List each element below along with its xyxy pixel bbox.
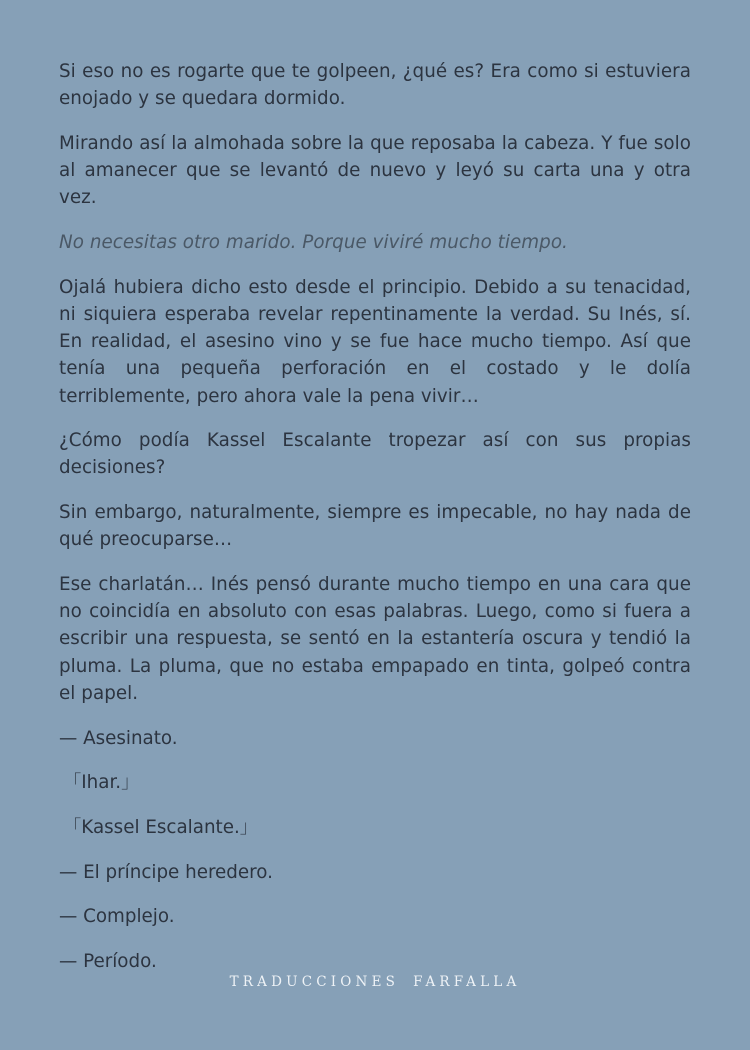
- dialog-line: — El príncipe heredero.: [59, 861, 273, 883]
- paragraph: Sin embargo, naturalmente, siempre es impecable, no hay nada de qué preocuparse…: [59, 502, 691, 551]
- paragraph: ¿Cómo podía Kassel Escalante tropezar así con sus propias decisiones?: [59, 430, 691, 479]
- paragraph: Si eso no es rogarte que te golpeen, ¿qué es? Era como si estuviera enojado y se quedara dormido.: [59, 61, 691, 110]
- dialog-line: — Período.: [59, 951, 157, 973]
- dialog-line: 「Kassel Escalante.」: [63, 816, 259, 838]
- footer-credit: [0, 974, 750, 990]
- paragraph: Ojalá hubiera dicho esto desde el principio. Debido a su tenacidad, ni siquiera esperaba revelar repentinamente la verdad. Su Inés, sí. En realidad, el asesino vino y se fue hace mucho tiempo. Así que tenía una pequeña perforación en el costado y le dolía terriblemente, pero ahora vale la pena vivir…: [59, 276, 691, 407]
- paragraph: Ese charlatán… Inés pensó durante mucho tiempo en una cara que no coincidía en absoluto con esas palabras. Luego, como si fuera a escribir una respuesta, se sentó en la estantería oscura y tendió la pluma. La pluma, que no estaba empapado en tinta, golpeó contra el papel.: [59, 574, 691, 704]
- dialog-line: — Asesinato.: [59, 727, 178, 749]
- document-body: [59, 58, 691, 975]
- footer-credit-right: FARFALLA: [413, 974, 521, 990]
- paragraph: Mirando así la almohada sobre la que reposaba la cabeza. Y fue solo al amanecer que se levantó de nuevo y leyó su carta una y otra vez.: [59, 132, 691, 209]
- dialog-line: — Complejo.: [59, 906, 175, 928]
- footer-credit-left: TRADUCCIONES: [229, 974, 400, 990]
- dialog-line: 「Ihar.」: [63, 772, 140, 794]
- italic-paragraph: No necesitas otro marido. Porque viviré mucho tiempo.: [59, 232, 568, 254]
